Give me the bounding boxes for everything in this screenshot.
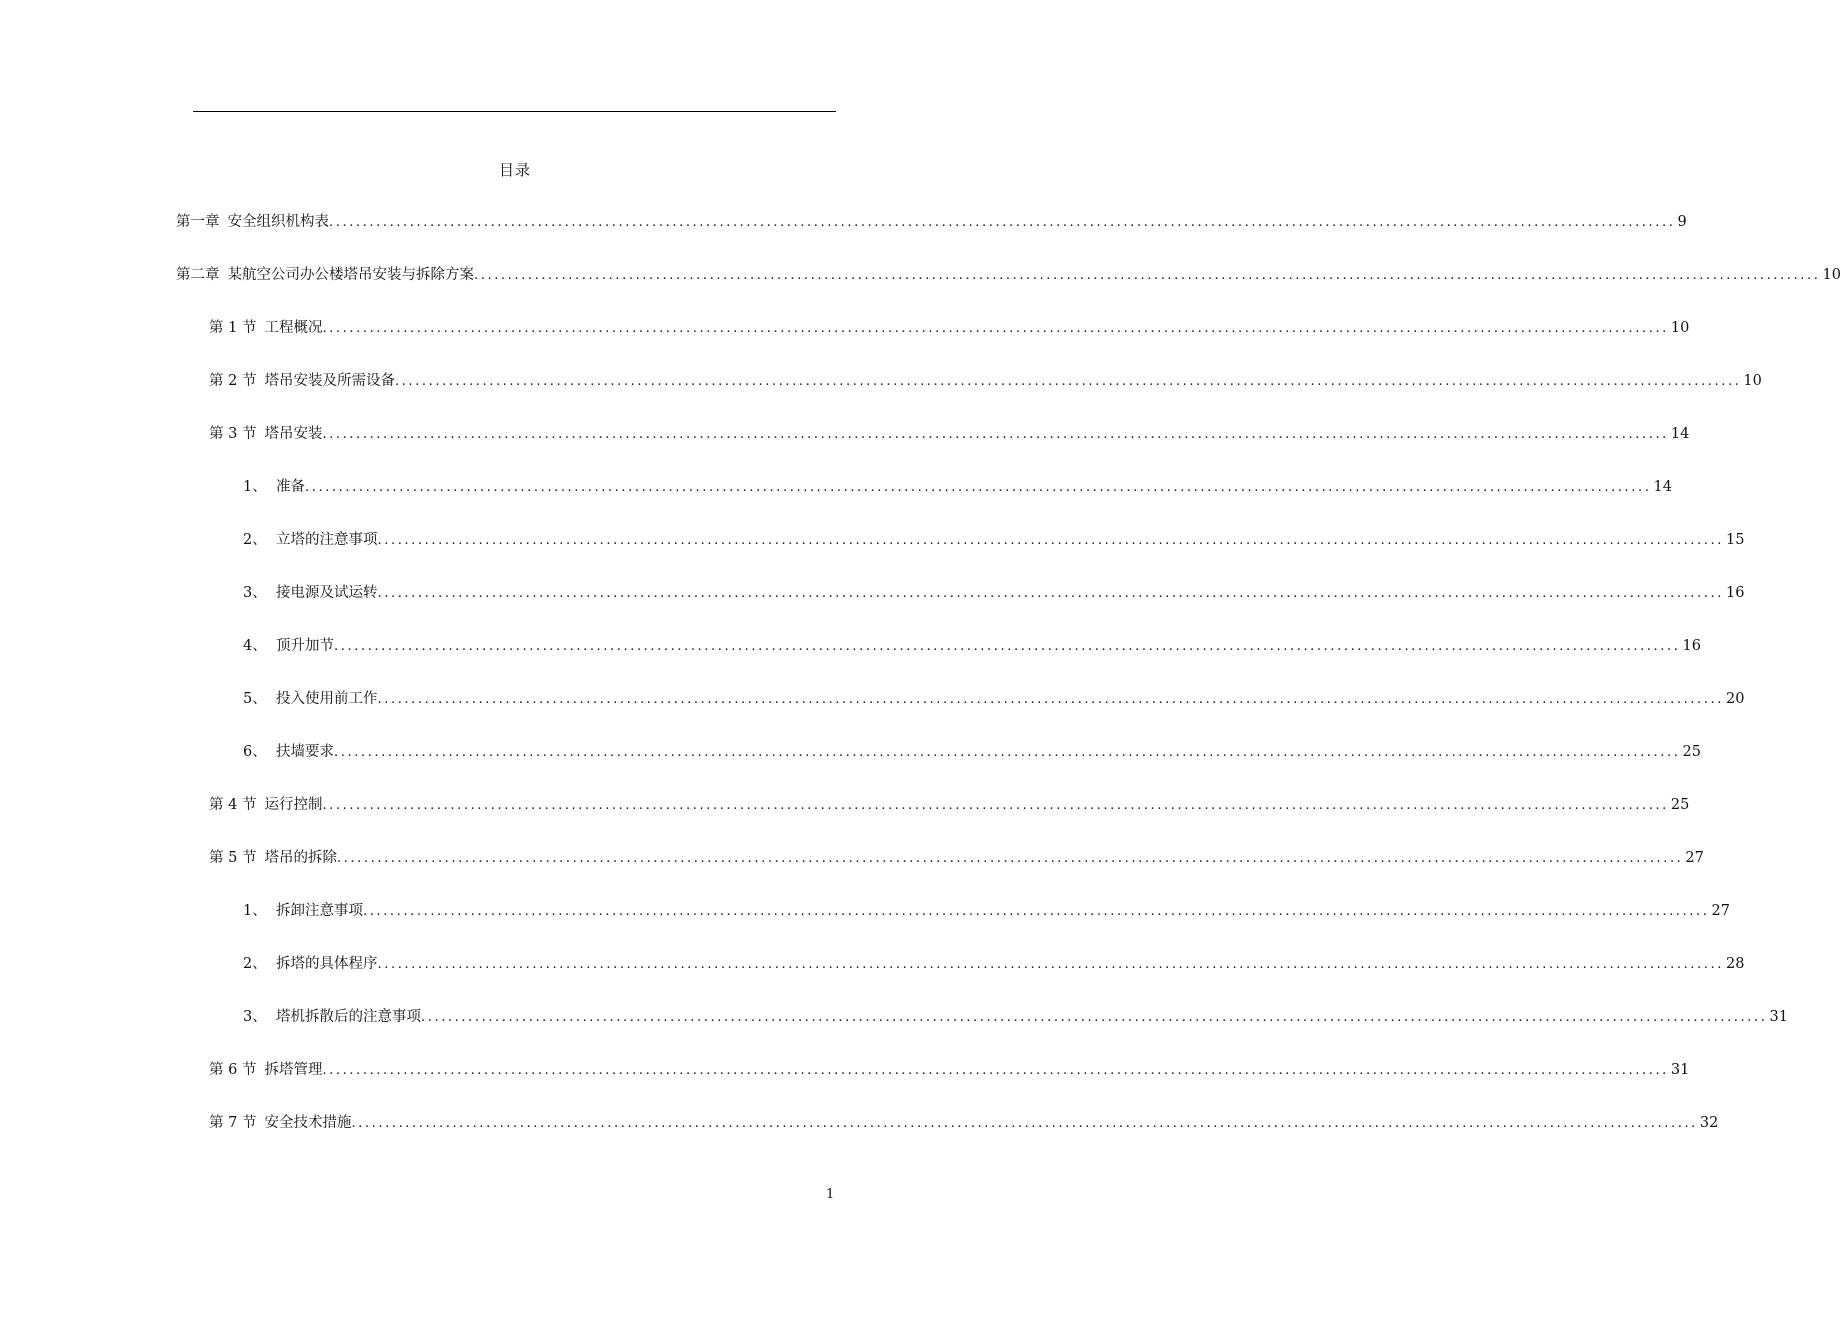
toc-entry[interactable]	[243, 740, 1701, 764]
toc-entry-page: 27	[1711, 903, 1730, 919]
toc-dot-leader: ........................................................................................................................................................................................................	[305, 480, 1652, 495]
toc-dot-leader: ........................................................................................................................................................................................................	[322, 798, 1669, 813]
toc-entry-title: 扶墙要求	[276, 744, 334, 760]
toc-entry[interactable]	[243, 1005, 1788, 1029]
toc-entry-number: 5、	[243, 691, 267, 707]
toc-entry-page: 20	[1725, 691, 1745, 707]
toc-entry[interactable]	[243, 952, 1745, 976]
toc-entry-title: 接电源及试运转	[276, 585, 378, 601]
toc-entry[interactable]	[209, 316, 1690, 340]
toc-entry-title: 某航空公司办公楼塔吊安装与拆除方案	[227, 267, 474, 283]
toc-dot-leader: ........................................................................................................................................................................................................	[377, 957, 1724, 972]
toc-dot-leader: ........................................................................................................................................................................................................	[474, 268, 1821, 283]
toc-title: 目录	[498, 161, 531, 179]
toc-entry[interactable]	[209, 1111, 1719, 1135]
toc-entry[interactable]	[176, 263, 1841, 287]
toc-entry-title: 拆卸注意事项	[276, 903, 363, 919]
toc-dot-leader: ........................................................................................................................................................................................................	[329, 215, 1676, 230]
toc-dot-leader: ........................................................................................................................................................................................................	[377, 692, 1724, 707]
toc-entry-number: 2、	[243, 956, 267, 972]
toc-dot-leader: ........................................................................................................................................................................................................	[322, 321, 1669, 336]
toc-dot-leader: ........................................................................................................................................................................................................	[351, 1116, 1698, 1131]
toc-entry-page: 25	[1670, 797, 1690, 813]
toc-entry-title: 塔吊的拆除	[264, 850, 337, 866]
toc-dot-leader: ........................................................................................................................................................................................................	[377, 533, 1724, 548]
toc-entry-title: 拆塔管理	[264, 1062, 323, 1078]
toc-entry[interactable]	[243, 634, 1701, 658]
toc-entry-page: 25	[1682, 744, 1701, 760]
toc-entry-number: 第一章	[176, 214, 220, 230]
toc-entry-title: 安全组织机构表	[227, 214, 329, 230]
toc-entry[interactable]	[209, 369, 1762, 393]
toc-entry-title: 运行控制	[264, 797, 323, 813]
toc-dot-leader: ........................................................................................................................................................................................................	[334, 639, 1681, 654]
toc-entry-number: 4、	[243, 638, 267, 654]
toc-entry[interactable]	[209, 846, 1704, 870]
toc-entry-title: 塔吊安装	[264, 426, 323, 442]
toc-entry-page: 27	[1685, 850, 1704, 866]
toc-entry-title: 工程概况	[264, 320, 323, 336]
toc-dot-leader: ........................................................................................................................................................................................................	[394, 374, 1742, 389]
toc-entry-page: 16	[1725, 585, 1745, 601]
toc-entry-title: 安全技术措施	[264, 1115, 352, 1131]
toc-entry-number: 第二章	[176, 267, 220, 283]
toc-entry[interactable]	[209, 793, 1690, 817]
toc-entry-title: 塔吊安装及所需设备	[264, 373, 395, 389]
toc-entry-number: 1、	[243, 903, 267, 919]
toc-entry-page: 10	[1670, 320, 1690, 336]
toc-entry[interactable]	[243, 475, 1672, 499]
toc-entry-title: 准备	[276, 479, 305, 495]
toc-dot-leader: ........................................................................................................................................................................................................	[421, 1010, 1768, 1025]
toc-entry-title: 立塔的注意事项	[276, 532, 378, 548]
toc-entry-number: 1、	[243, 479, 267, 495]
toc-entry-title: 拆塔的具体程序	[276, 956, 378, 972]
toc-entry-number: 6、	[243, 744, 267, 760]
header-rule	[193, 111, 836, 112]
toc-entry-number: 第 4 节	[209, 797, 257, 813]
toc-entry[interactable]	[243, 528, 1745, 552]
toc-entry-title: 顶升加节	[276, 638, 334, 654]
toc-dot-leader: ........................................................................................................................................................................................................	[322, 427, 1669, 442]
toc-entry-number: 2、	[243, 532, 267, 548]
toc-entry-page: 10	[1743, 373, 1762, 389]
toc-dot-leader: ........................................................................................................................................................................................................	[336, 851, 1684, 866]
toc-entry-number: 第 1 节	[209, 320, 257, 336]
toc-entry-number: 3、	[243, 585, 267, 601]
toc-entry-page: 15	[1725, 532, 1745, 548]
page-number: 1	[826, 1187, 835, 1202]
toc-entry-page: 14	[1653, 479, 1672, 495]
toc-entry-page: 31	[1670, 1062, 1690, 1078]
toc-entry[interactable]	[243, 687, 1745, 711]
toc-entry-page: 14	[1670, 426, 1690, 442]
toc-entry-title: 塔机拆散后的注意事项	[276, 1009, 421, 1025]
toc-dot-leader: ........................................................................................................................................................................................................	[363, 904, 1710, 919]
toc-entry-number: 第 5 节	[209, 850, 257, 866]
toc-entry-number: 3、	[243, 1009, 267, 1025]
toc-entry-title: 投入使用前工作	[276, 691, 378, 707]
toc-entry-number: 第 3 节	[209, 426, 257, 442]
toc-entry-page: 31	[1769, 1009, 1788, 1025]
toc-entry-number: 第 6 节	[209, 1062, 257, 1078]
toc-entry[interactable]	[176, 210, 1687, 234]
toc-entry[interactable]	[209, 1058, 1690, 1082]
toc-entry[interactable]	[243, 899, 1730, 923]
toc-dot-leader: ........................................................................................................................................................................................................	[377, 586, 1724, 601]
toc-entry-page: 16	[1682, 638, 1701, 654]
toc-entry[interactable]	[209, 422, 1690, 446]
toc-dot-leader: ........................................................................................................................................................................................................	[322, 1063, 1669, 1078]
toc-entry-number: 第 2 节	[209, 373, 257, 389]
toc-entry-page: 32	[1699, 1115, 1719, 1131]
toc-entry[interactable]	[243, 581, 1745, 605]
toc-entry-page: 9	[1677, 214, 1687, 230]
toc-entry-page: 10	[1822, 267, 1841, 283]
toc-dot-leader: ........................................................................................................................................................................................................	[334, 745, 1681, 760]
toc-entry-page: 28	[1725, 956, 1745, 972]
toc-entry-number: 第 7 节	[209, 1115, 257, 1131]
